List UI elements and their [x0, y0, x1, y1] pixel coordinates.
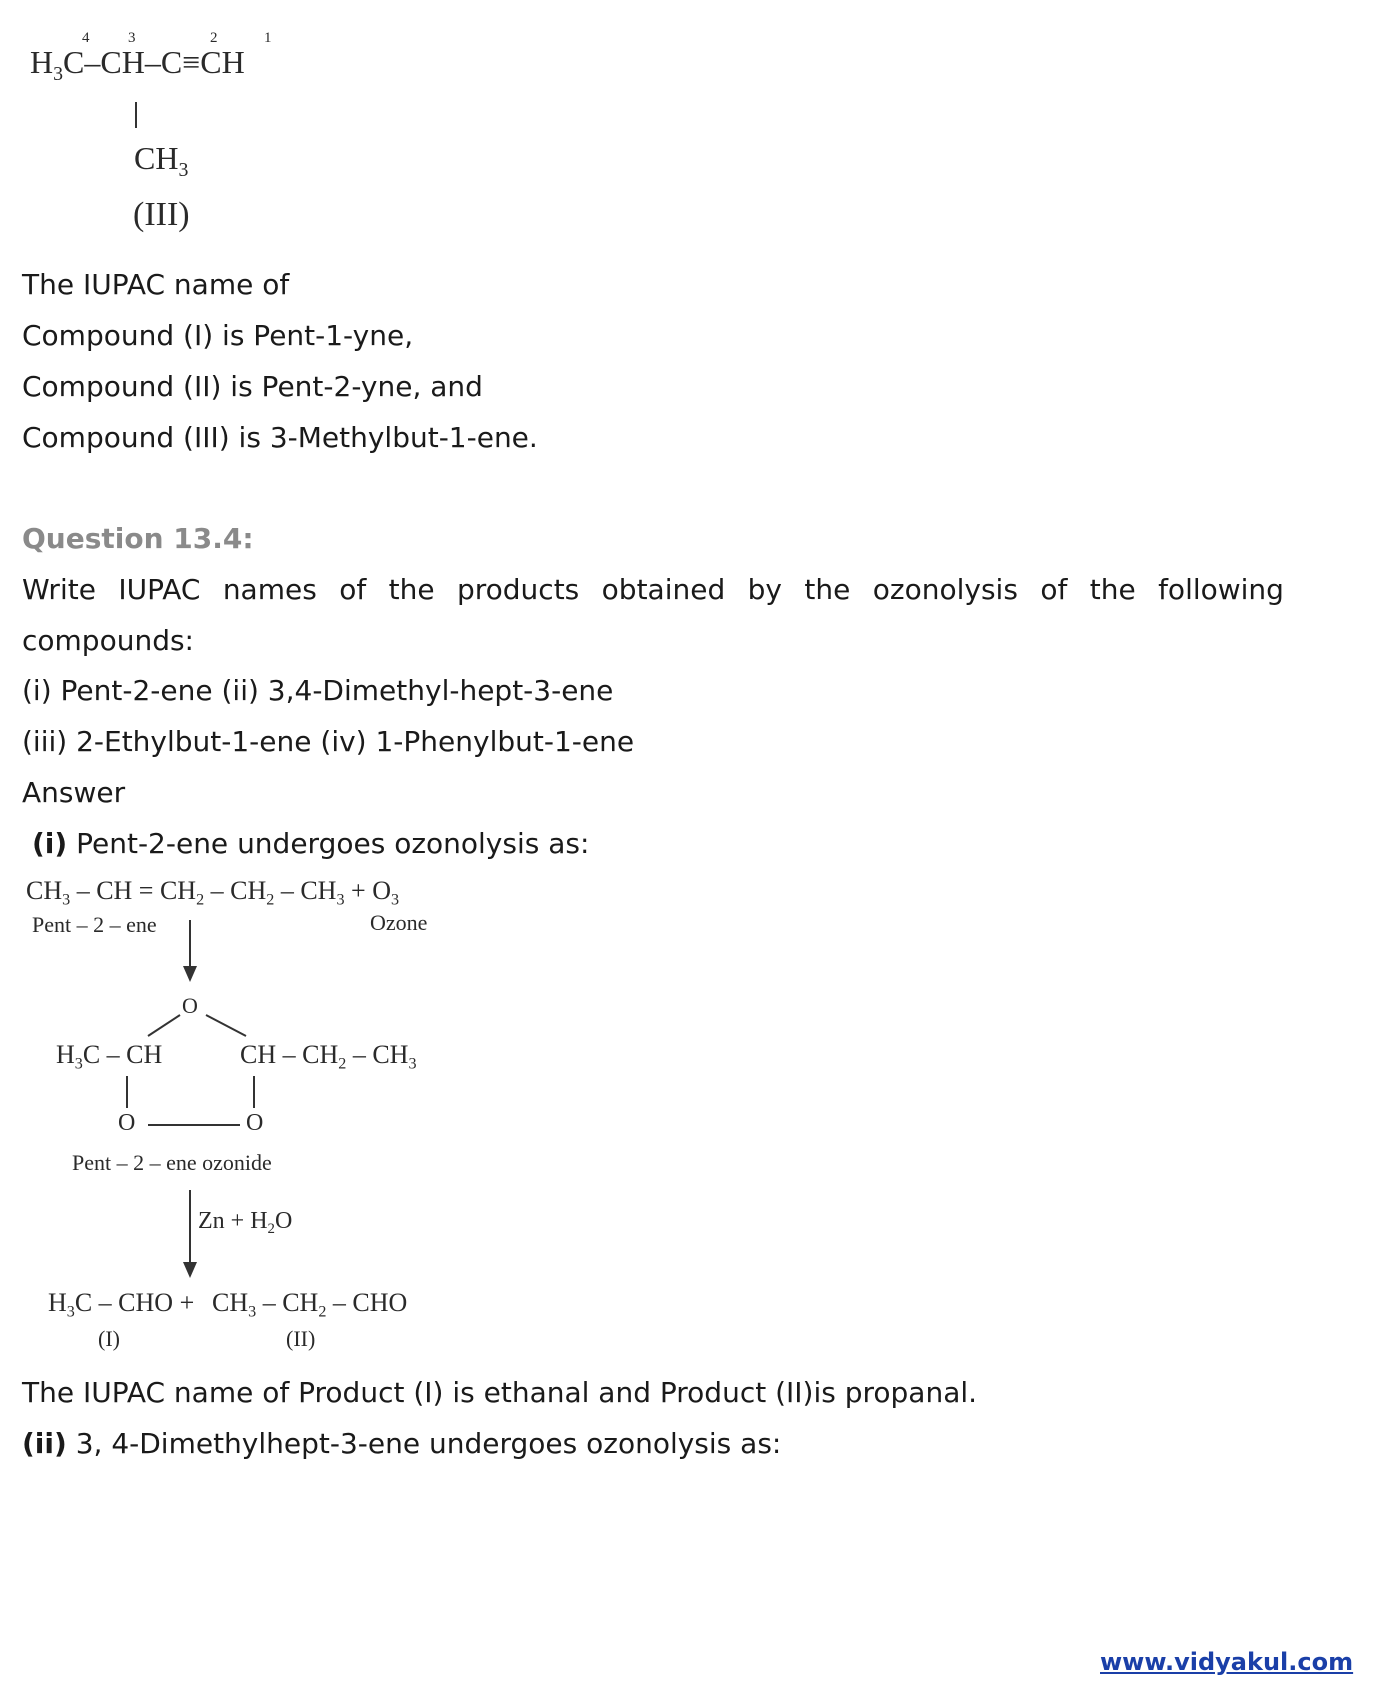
main-chain-formula: $H_3C-CH-C\equiv CH$ [30, 44, 245, 85]
ozonide-left-oxygen: O [118, 1110, 136, 1136]
compound-ii-name: Compound (II) is Pent-2-yne, and [22, 370, 483, 403]
arrow-2-head [183, 1262, 197, 1278]
iupac-intro: The IUPAC name of [22, 268, 290, 301]
compound-iii-name: Compound (III) is 3-Methylbut-1-ene. [22, 421, 538, 454]
answer-label: Answer [22, 776, 126, 809]
product-2-formula: $CH_3 - CH_2$ – CHO [212, 1288, 408, 1321]
reactant-equation: $CH_3$ – CH = $CH_2 - CH_2 - CH_3 + O_3$ [26, 876, 400, 909]
product-1-label: (I) [98, 1326, 120, 1351]
ozonide-top-oxygen: O [182, 993, 198, 1018]
carbon-number-1: 1 [264, 30, 272, 46]
product-2-label: (II) [286, 1326, 316, 1351]
part-ii-heading: (ii) 3, 4-Dimethylhept-3-ene undergoes ozonolysis as: [22, 1427, 782, 1460]
ozonide-bond-left-top [148, 1015, 180, 1036]
options-line-1: (i) Pent-2-ene (ii) 3,4-Dimethyl-hept-3-ene [22, 674, 614, 707]
compound-i-name: Compound (I) is Pent-1-yne, [22, 319, 414, 352]
ozonide-left-group: $H_3C$ – CH [56, 1040, 163, 1073]
ozone-label: Ozone [370, 910, 428, 935]
ozonide-right-group: CH – $CH_2 - CH_3$ [240, 1040, 417, 1073]
question-prompt-end: compounds: [22, 624, 194, 657]
ozonide-name: Pent – 2 – ene ozonide [72, 1150, 272, 1175]
compound-label-iii: (III) [133, 196, 190, 233]
product-1-formula: $H_3C$ – CHO + [48, 1288, 195, 1321]
question-title: Question 13.4: [22, 522, 254, 555]
reactant-name: Pent – 2 – ene [32, 912, 157, 937]
reagent-label: $Zn + H_2O$ [198, 1208, 293, 1238]
question-prompt: Write IUPAC names of the products obtained by the ozonolysis of the following [22, 573, 1284, 606]
conclusion-text: The IUPAC name of Product (I) is ethanal and Product (II)is propanal. [22, 1376, 978, 1409]
part-i-heading: (i) Pent-2-ene undergoes ozonolysis as: [32, 827, 590, 860]
methyl-branch: $CH_3$ [134, 140, 189, 181]
footer-website-link[interactable]: www.vidyakul.com [1100, 1648, 1354, 1676]
arrow-1-head [183, 966, 197, 982]
options-line-2: (iii) 2-Ethylbut-1-ene (iv) 1-Phenylbut-1-ene [22, 725, 635, 758]
carbon-number-3: 3 [128, 30, 136, 46]
ozonide-right-oxygen: O [246, 1110, 264, 1136]
ozonide-bond-right-top [206, 1015, 246, 1036]
carbon-number-4: 4 [82, 30, 90, 46]
carbon-number-2: 2 [210, 30, 218, 46]
